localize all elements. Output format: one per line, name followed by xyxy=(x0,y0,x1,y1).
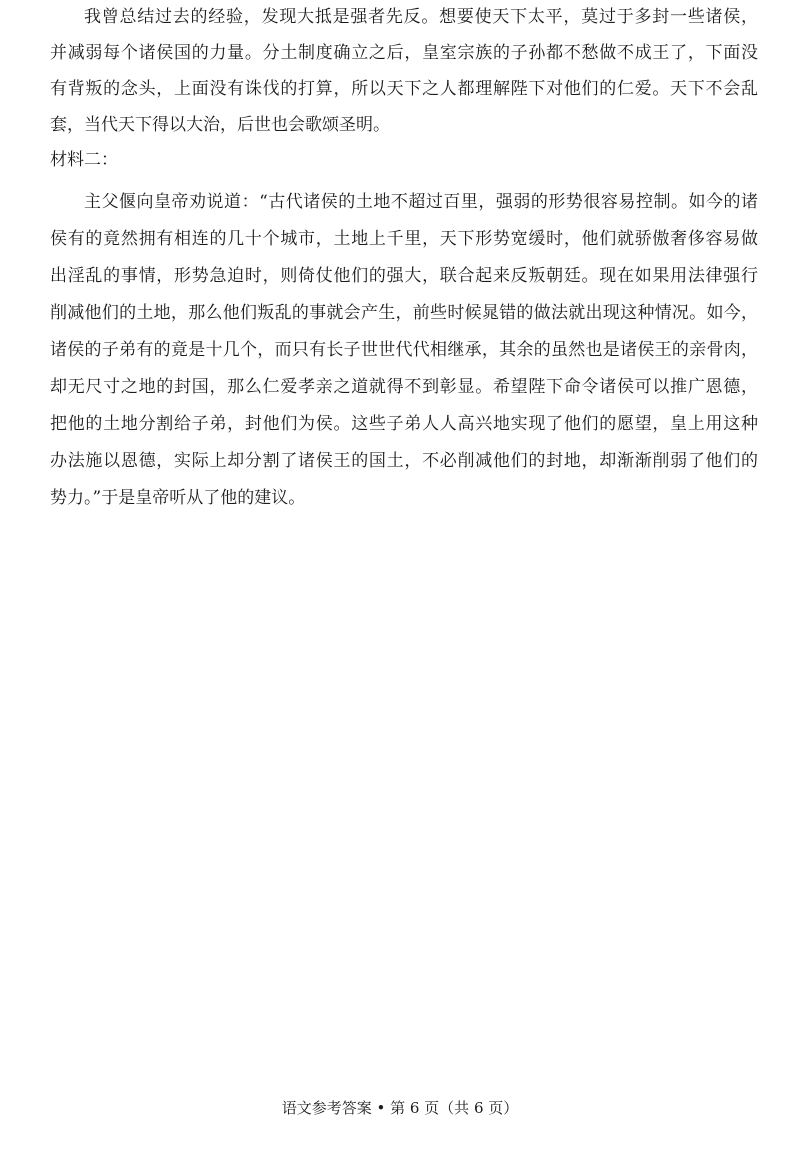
paragraph-2-line-3: 出淫乱的事情，形势急迫时，则倚仗他们的强大，联合起来反叛朝廷。现在如果用法律强行 xyxy=(50,266,758,286)
document-page xyxy=(50,0,758,1163)
paragraph-2-line-8: 办法施以恩德，实际上却分割了诸侯王的国土，不必削减他们的封地，却渐渐削弱了他们的 xyxy=(50,451,758,471)
paragraph-2-line-6: 却无尺寸之地的封国，那么仁爱孝亲之道就得不到彰显。希望陛下命令诸侯可以推广恩德， xyxy=(50,377,758,397)
paragraph-2-line-7: 把他的土地分割给子弟，封他们为侯。这些子弟人人高兴地实现了他们的愿望，皇上用这种 xyxy=(50,414,758,434)
paragraph-2-line-2: 侯有的竟然拥有相连的几十个城市，土地上千里，天下形势宽缓时，他们就骄傲奢侈容易做 xyxy=(50,229,758,249)
paragraph-2-line-5: 诸侯的子弟有的竟是十几个，而只有长子世世代代相继承，其余的虽然也是诸侯王的亲骨肉， xyxy=(50,340,758,360)
section-heading: 材料二： xyxy=(50,150,118,170)
paragraph-1-line-3: 有背叛的念头，上面没有诛伐的打算，所以天下之人都理解陛下对他们的仁爱。天下不会乱 xyxy=(50,79,758,99)
paragraph-1-line-4: 套，当代天下得以大治，后世也会歌颂圣明。 xyxy=(50,115,390,135)
page-footer: 语文参考答案 • 第 6 页（共 6 页） xyxy=(281,1099,519,1117)
paragraph-2-line-4: 削减他们的土地，那么他们叛乱的事就会产生，前些时候晁错的做法就出现这种情况。如今， xyxy=(50,303,758,323)
paragraph-1-line-2: 并减弱每个诸侯国的力量。分土制度确立之后，皇室宗族的子孙都不愁做不成王了，下面没 xyxy=(50,43,758,63)
paragraph-2-line-9: 势力。”于是皇帝听从了他的建议。 xyxy=(50,488,306,508)
paragraph-1-line-1: 我曾总结过去的经验，发现大抵是强者先反。想要使天下太平，莫过于多封一些诸侯， xyxy=(84,7,758,27)
paragraph-2-line-1: 主父偃向皇帝劝说道：“古代诸侯的土地不超过百里，强弱的形势很容易控制。如今的诸 xyxy=(84,192,758,212)
